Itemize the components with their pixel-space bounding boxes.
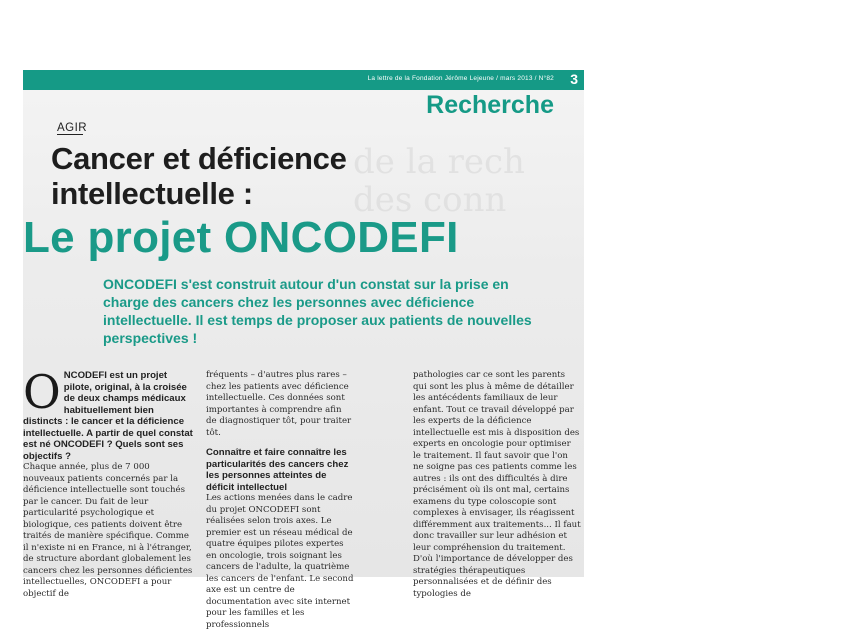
column-2 bbox=[206, 370, 354, 631]
column-3 bbox=[413, 370, 581, 600]
intro-paragraph: NCODEFI est un projet pilote, original, à la croisée de deux champs médicaux habituellement bien distincts : le cancer et la déficience intellectuelle. A partir de quel constat est né ONCODEFI ? Quels sont ses objectifs ? bbox=[23, 370, 193, 462]
column-1 bbox=[23, 365, 193, 600]
article-lead: ONCODEFI s'est construit autour d'un constat sur la prise en charge des cancers chez les personnes avec déficience intellectuelle. Il est temps de proposer aux patients de nouvelles perspectives ! bbox=[103, 276, 532, 346]
publication-line: La lettre de la Fondation Jérôme Lejeune / mars 2013 / N°82 bbox=[367, 75, 554, 82]
kicker-underline bbox=[57, 134, 83, 135]
body-paragraph: Chaque année, plus de 7 000 nouveaux patients concernés par la déficience intellectuelle sont touchés par le cancer. Du fait de leur particularité psychologique et biologique, ces patients doivent être traités de manière spécifique. Comme il n'existe ni en France, ni à l'étranger, de structure abordant globalement les cancers chez les personnes déficientes intellectuelles, ONCODEFI a pour objectif de bbox=[23, 462, 193, 599]
subheading: Connaître et faire connaître les particularités des cancers chez les personnes atteintes de déficit intellectuel bbox=[206, 447, 349, 493]
kicker: AGIR bbox=[57, 122, 88, 134]
show-through-text: des conn bbox=[353, 180, 507, 220]
scanned-page bbox=[23, 70, 584, 630]
article-subtitle: Le projet ONCODEFI bbox=[23, 213, 459, 262]
article-title: Cancer et déficience intellectuelle : bbox=[51, 141, 347, 211]
section-heading: Recherche bbox=[426, 91, 554, 119]
drop-cap: O bbox=[23, 365, 61, 419]
show-through-text: de la rech bbox=[353, 142, 525, 182]
header-bar bbox=[23, 70, 584, 90]
body-paragraph: pathologies car ce sont les parents qui sont les plus à même de détailler les antécédents familiaux de leur enfant. Tout ce travail développé par les experts de la déficience intellectuelle est mis à disposition des experts en oncologie pour optimiser le traitement. Il faut savoir que l'on ne soigne pas ces patients comme les autres : ils ont des difficultés à dire précisément où ils ont mal, certains examens du type coloscopie sont complexes à envisager, ils réagissent différemment aux traitements... Il faut donc travailler sur leur adhésion et leur compréhension du traitement. D'où l'importance de développer des stratégies thérapeutiques personnalisées et de définir des typologies de bbox=[413, 370, 581, 599]
body-paragraph: Les actions menées dans le cadre du projet ONCODEFI sont réalisées selon trois axes. Le premier est un réseau médical de quatre équipes pilotes expertes en oncologie, trois soignant les cancers de l'adulte, la quatrième les cancers de l'enfant. Le second axe est un centre de documentation avec site internet pour les familles et les professionnels bbox=[206, 493, 354, 630]
body-paragraph: fréquents – d'autres plus rares – chez les patients avec déficience intellectuelle. Ces données sont importantes à comprendre afin de diagnostiquer tôt, pour traiter tôt. bbox=[206, 370, 352, 438]
page-number: 3 bbox=[570, 71, 578, 87]
